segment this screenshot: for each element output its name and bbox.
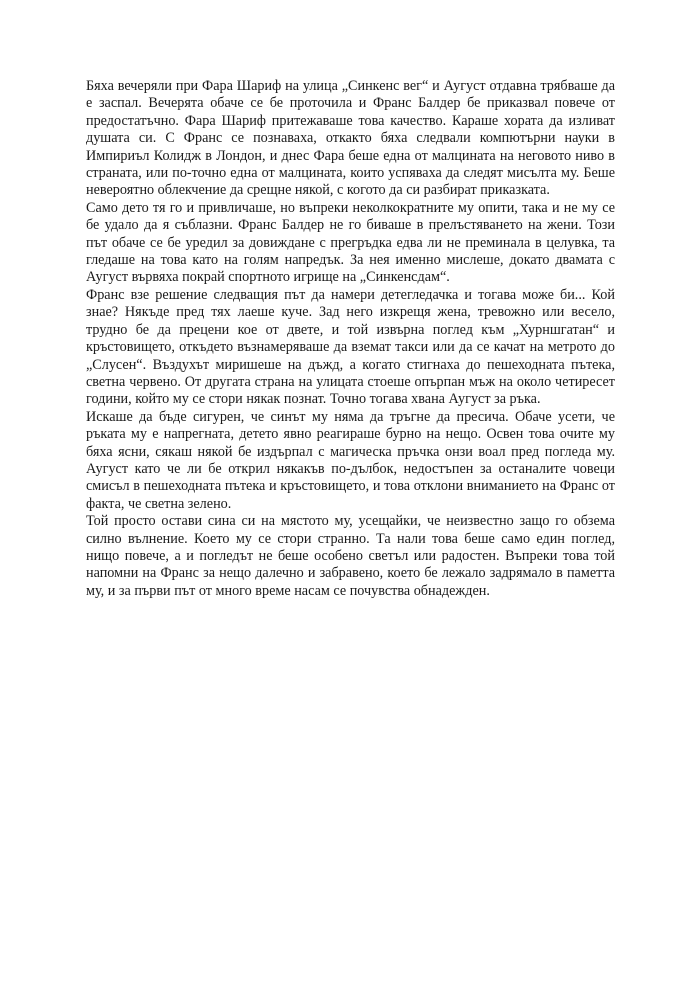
paragraph-5: Той просто остави сина си на мястото му, усещайки, че неизвестно защо го обзема силно вълнение. Което му се стори странно. Та нали това беше само един поглед, нищо повече, а и погледът не беше особено светъл или радостен. Въпреки това той напомни на Франс за нещо далечно и забравено, което бе лежало задрямало в паметта му, и за първи път от много време насам се почувства обнадежден.: [86, 513, 615, 599]
paragraph-2: Само дето тя го и привличаше, но въпреки неколкократните му опити, така и не му се бе удало да я съблазни. Франс Балдер не го биваше в прелъстяването на жени. Този път обаче се бе уредил за довиждане с прегръдка едва ли не преминала в целувка, та гледаше на това като на голям напредък. За нея именно мислеше, докато двамата с Аугуст вървяха покрай спортното игрище на „Синкенсдам“.: [86, 199, 615, 286]
paragraph-3: Франс взе решение следващия път да намери детегледачка и тогава може би... Кой знае? Някъде пред тях лаеше куче. Зад него изкрещя жена, тревожно или весело, трудно бе да прецени кое от двете, и той извърна поглед към „Хурншгатан“ и кръстовището, откъдето възнамеряваше да вземат такси или да се качат на метрото до „Слусен“. Въздухът миришеше на дъжд, а когато стигнаха до пешеходната пътека, светна червено. От другата страна на улицата стоеше опърпан мъж на около четиресет години, който му се стори някак познат. Точно тогава хвана Аугуст за ръка.: [86, 286, 615, 408]
paragraph-4: Искаше да бъде сигурен, че синът му няма да тръгне да пресича. Обаче усети, че ръката му е напрегната, детето явно реагираше бурно на нещо. Освен това очите му бяха ясни, сякаш някой бе издърпал с магическа пръчка онзи воал пред погледа му. Аугуст като че ли бе открил някакъв по-дълбок, недостъпен за останалите човеци смисъл в пешеходната пътека и кръстовището, и това отклони вниманието на Франс от факта, че светна зелено.: [86, 408, 615, 512]
paragraph-1: Бяха вечеряли при Фара Шариф на улица „Синкенс вег“ и Аугуст отдавна трябваше да е заспал. Вечерята обаче се бе проточила и Франс Балдер бе приказвал повече от предостатъчно. Фара Шариф притежаваше това качество. Караше хората да изливат душата си. С Франс се познаваха, откакто бяха следвали компютърни науки в Импириъл Колидж в Лондон, и днес Фара беше една от малцината на неговото ниво в страната, или по-точно една от малцината, които успяваха да следят мисълта му. Беше невероятно облекчение да срещне някой, с когото да си разбират приказката.: [86, 78, 615, 199]
body-text: [86, 78, 615, 600]
